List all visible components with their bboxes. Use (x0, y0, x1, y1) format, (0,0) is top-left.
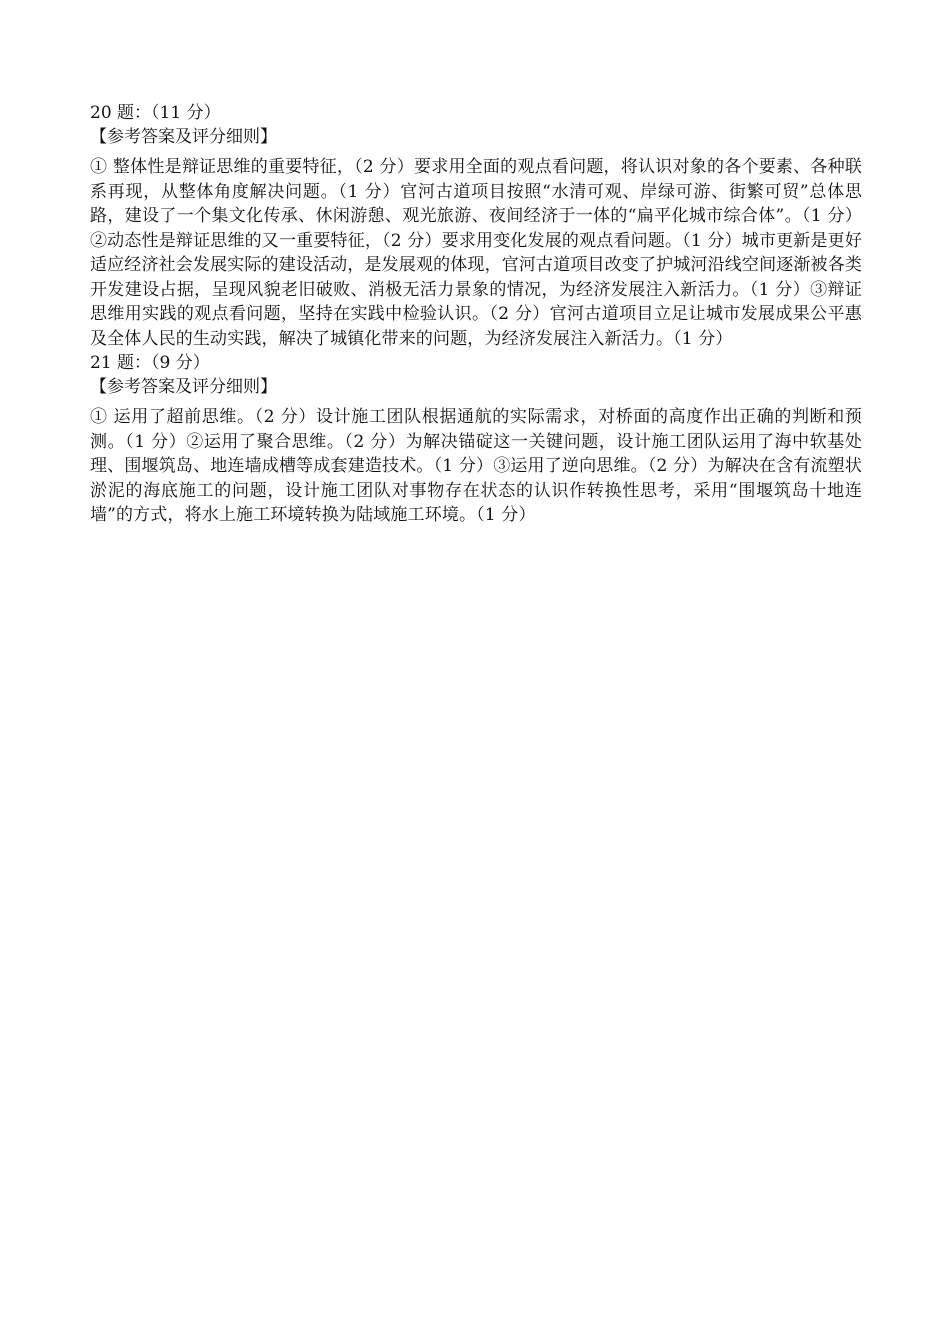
question-21-section (90, 351, 862, 528)
question-20-subtitle: 【参考答案及评分细则】 (90, 127, 277, 147)
question-20-title: 20 题：（11 分） (90, 103, 221, 123)
question-20-answer: ① 整体性是辩证思维的重要特征，（2 分）要求用全面的观点看问题，将认识对象的各个要素、各种联系再现，从整体角度解决问题。（1 分）官河古道项目按照“水清可观、岸绿可游、街繁可贸”总体思路，建设了一个集文化传承、休闲游憩、观光旅游、夜间经济于一体的“扁平化城市综合体”。（1 分）②动态性是辩证思维的又一重要特征，（2 分）要求用变化发展的观点看问题。（1 分）城市更新是更好适应经济社会发展实际的建设活动，是发展观的体现，官河古道项目改变了护城河沿线空间逐渐被各类开发建设占据，呈现风貌老旧破败、消极无活力景象的情况，为经济发展注入新活力。（1 分）③辩证思维用实践的观点看问题，坚持在实践中检验认识。（2 分）官河古道项目立足让城市发展成果公平惠及全体人民的生动实践，解决了城镇化带来的问题，为经济发展注入新活力。（1 分） (90, 157, 862, 349)
question-21-title: 21 题：（9 分） (90, 353, 210, 373)
question-21-answer: ① 运用了超前思维。（2 分）设计施工团队根据通航的实际需求，对桥面的高度作出正确的判断和预测。（1 分）②运用了聚合思维。（2 分）为解决锚碇这一关键问题，设计施工团队运用了海中软基处理、围堰筑岛、地连墙成槽等成套建造技术。（1 分）③运用了逆向思维。（2 分）为解决在含有流塑状淤泥的海底施工的问题，设计施工团队对事物存在状态的认识作转换性思考，采用“围堰筑岛十地连墙”的方式，将水上施工环境转换为陆域施工环境。（1 分） (90, 407, 862, 525)
document-page (90, 101, 862, 528)
question-21-subtitle: 【参考答案及评分细则】 (90, 377, 277, 397)
question-20-section (90, 101, 862, 351)
